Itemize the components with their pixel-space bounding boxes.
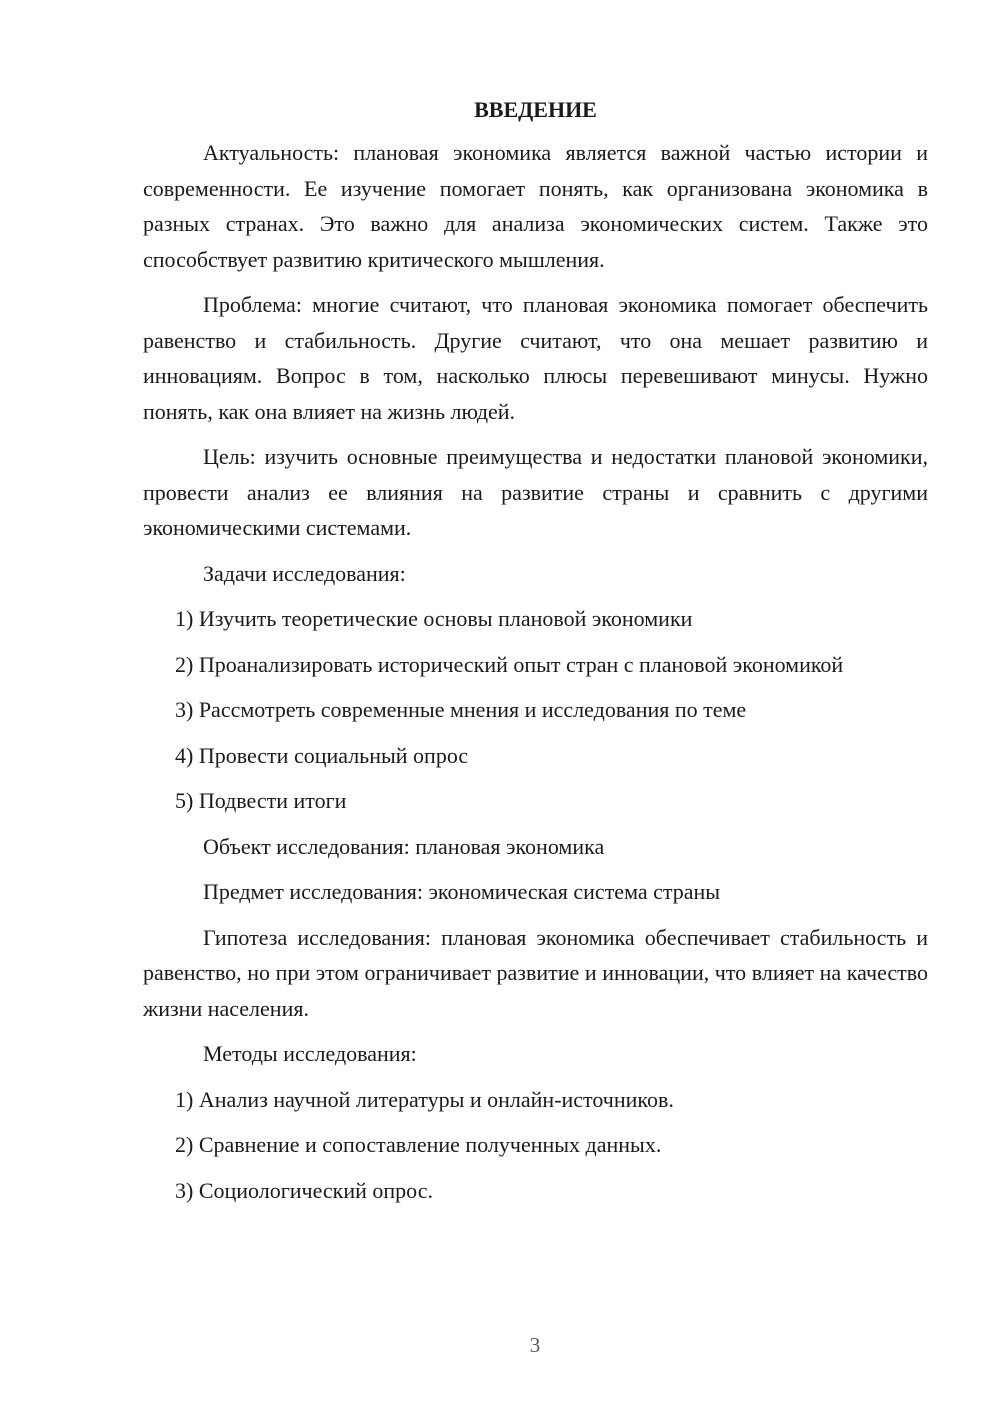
subject-line: Предмет исследования: экономическая система страны xyxy=(203,879,721,904)
methods-title: Методы исследования: xyxy=(203,1041,417,1066)
task-item: 2) Проанализировать исторический опыт стран с плановой экономикой xyxy=(175,651,844,677)
tasks-title: Задачи исследования: xyxy=(203,560,406,586)
task-item: 5) Подвести итоги xyxy=(175,788,347,813)
task-item: 4) Провести социальный опрос xyxy=(175,742,469,768)
relevance-paragraph: Актуальность: плановая экономика является важной частью истории и современности. Ее изучение помогает понять, как организована экономика в разных странах. Это важно для анализа экономических систем. Также это способствует развитию критического мышления. xyxy=(143,140,928,272)
method-item: 3) Социологический опрос. xyxy=(175,1177,433,1203)
object-line: Объект исследования: плановая экономика xyxy=(203,833,605,859)
problem-paragraph: Проблема: многие считают, что плановая экономика помогает обеспечить равенство и стабильность. Другие считают, что она мешает развитию и инновациям. Вопрос в том, насколько плюсы перевешивают минусы. Нужно понять, как она влияет на жизнь людей. xyxy=(143,292,928,424)
method-item: 2) Сравнение и сопоставление полученных данных. xyxy=(175,1132,662,1157)
method-item: 1) Анализ научной литературы и онлайн-источников. xyxy=(175,1086,674,1112)
task-item: 3) Рассмотреть современные мнения и исследования по теме xyxy=(175,697,747,722)
task-item: 1) Изучить теоретические основы плановой экономики xyxy=(175,606,693,631)
goal-paragraph: Цель: изучить основные преимущества и недостатки плановой экономики, провести анализ ее влияния на развитие страны и сравнить с другими экономическими системами. xyxy=(143,444,928,540)
section-heading: ВВЕДЕНИЕ xyxy=(474,97,597,122)
page-number: 3 xyxy=(529,1333,541,1357)
hypothesis-paragraph: Гипотеза исследования: плановая экономика обеспечивает стабильность и равенство, но при этом ограничивает развитие и инновации, что влияет на качество жизни населения. xyxy=(143,924,928,1021)
document-page xyxy=(143,95,928,1218)
